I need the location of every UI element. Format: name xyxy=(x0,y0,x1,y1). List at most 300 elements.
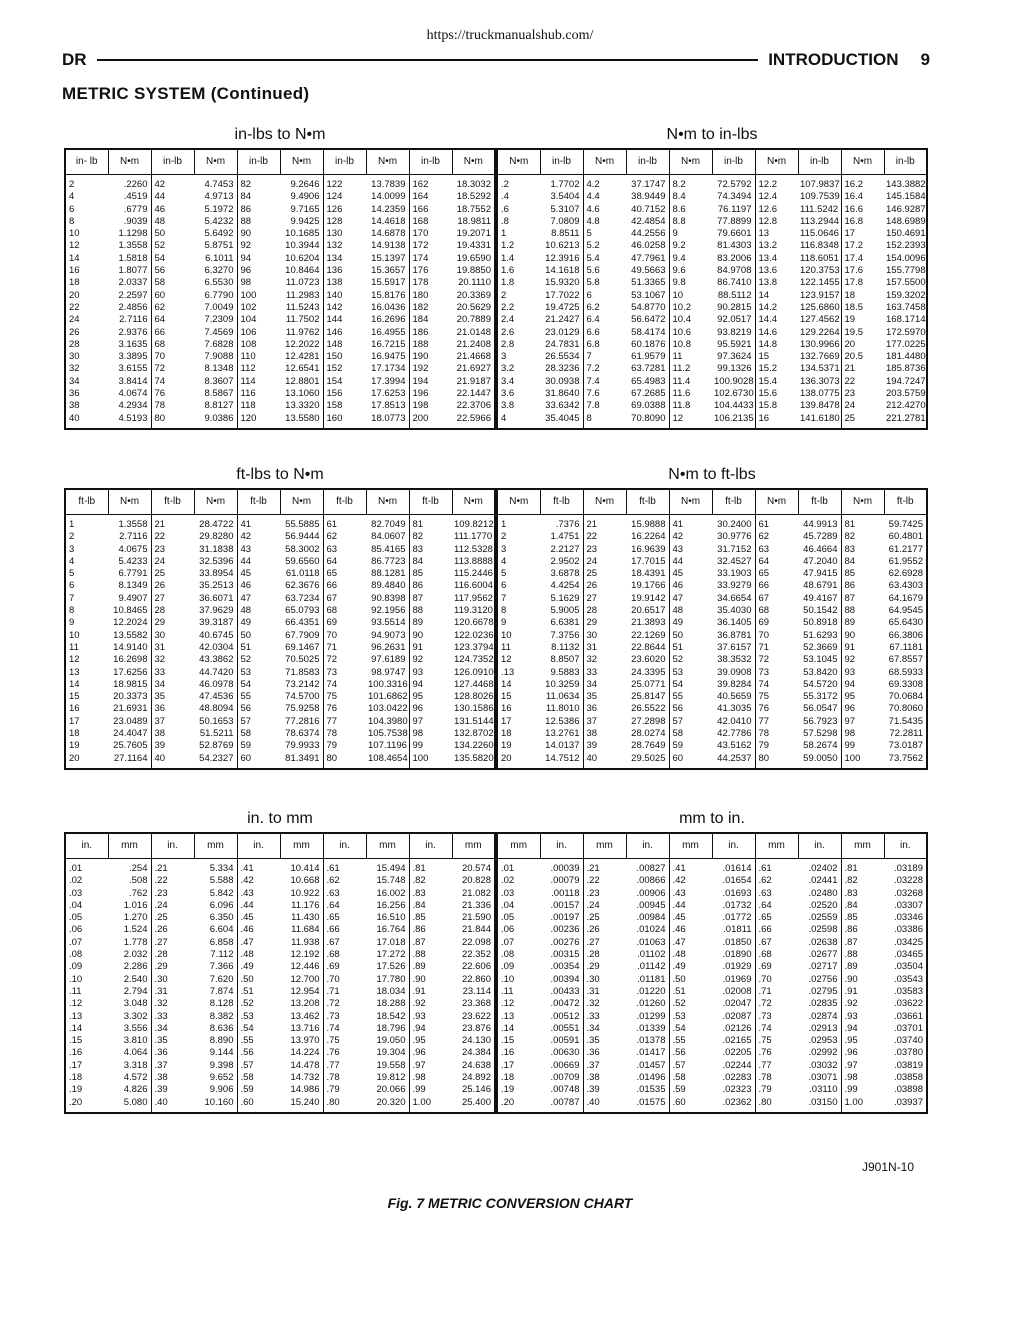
input-value-cell: 17 xyxy=(841,228,884,240)
converted-value-cell: 11.7502 xyxy=(285,314,320,326)
input-value-cell: 40 xyxy=(65,413,108,429)
input-value-cell: .26 xyxy=(151,924,194,936)
converted-value-cell: 3.810 xyxy=(123,1035,148,1047)
converted-value-cell: 16.0436 xyxy=(371,301,406,313)
column-header: N•m xyxy=(194,149,237,175)
converted-value-cell: 21.336 xyxy=(461,899,491,911)
converted-value-cell: 23.6020 xyxy=(631,654,666,666)
converted-value-cell: 127.4468 xyxy=(454,678,494,690)
input-value-cell: 75 xyxy=(755,691,798,703)
input-value-cell: .63 xyxy=(755,888,798,900)
input-value-cell: 42 xyxy=(151,175,194,192)
column-header: mm xyxy=(108,833,151,859)
converted-value-cell: 26.5522 xyxy=(631,703,666,715)
converted-value-cell: 33.9279 xyxy=(717,580,752,592)
input-value-cell: 172 xyxy=(409,240,452,252)
input-value-cell: 86 xyxy=(237,204,280,216)
input-value-cell: 99 xyxy=(841,740,884,752)
converted-value-cell: 104.3980 xyxy=(368,715,408,727)
converted-value-cell: 10.8465 xyxy=(113,605,148,617)
input-value-cell: 60 xyxy=(151,290,194,302)
input-value-cell: 9.4 xyxy=(669,253,712,265)
input-value-cell: .25 xyxy=(151,912,194,924)
converted-value-cell: 70.5025 xyxy=(285,654,320,666)
table-row xyxy=(497,531,927,543)
column-header: mm xyxy=(497,833,540,859)
input-value-cell: .22 xyxy=(151,875,194,887)
input-value-cell: .20 xyxy=(497,1097,540,1113)
converted-value-cell: 7.112 xyxy=(210,949,234,961)
converted-value-cell: 177.0225 xyxy=(886,338,926,350)
input-value-cell: 12 xyxy=(669,413,712,429)
input-value-cell: 71 xyxy=(755,642,798,654)
converted-value-cell: .7376 xyxy=(555,519,580,530)
converted-value-cell: 12.954 xyxy=(290,985,320,997)
input-value-cell: .96 xyxy=(841,1047,884,1059)
converted-value-cell: 25.400 xyxy=(461,1096,491,1108)
converted-value-cell: 51.6293 xyxy=(803,629,838,641)
converted-value-cell: 129.2264 xyxy=(800,326,840,338)
converted-value-cell: .02205 xyxy=(722,1047,752,1059)
converted-value-cell: 60.4801 xyxy=(888,531,923,543)
table-row xyxy=(65,888,495,900)
column-header: in. xyxy=(151,833,194,859)
converted-value-cell: .00512 xyxy=(550,1010,580,1022)
column-header: N•m xyxy=(583,149,626,175)
converted-value-cell: 53.1067 xyxy=(631,289,666,301)
converted-value-cell: 65.4983 xyxy=(631,375,666,387)
converted-value-cell: 54.5720 xyxy=(803,678,838,690)
converted-value-cell: .03780 xyxy=(893,1047,923,1059)
converted-value-cell: .02717 xyxy=(808,961,838,973)
input-value-cell: 63 xyxy=(323,544,366,556)
input-value-cell: 90 xyxy=(841,630,884,642)
converted-value-cell: 19.1766 xyxy=(631,580,666,592)
converted-value-cell: 15.5917 xyxy=(371,277,406,289)
input-value-cell: 97 xyxy=(409,716,452,728)
input-value-cell: 16 xyxy=(65,265,108,277)
table-row xyxy=(497,691,927,703)
table-row xyxy=(497,1060,927,1072)
table-row xyxy=(65,327,495,339)
converted-value-cell: 123.9157 xyxy=(800,289,840,301)
table-title: ft-lbs to N•m xyxy=(236,466,324,483)
table-row xyxy=(65,388,495,400)
converted-value-cell: 56.9444 xyxy=(285,531,320,543)
table-row xyxy=(65,1084,495,1096)
converted-value-cell: 47.7961 xyxy=(631,252,666,264)
converted-value-cell: 44.9913 xyxy=(803,519,838,530)
input-value-cell: 176 xyxy=(409,265,452,277)
converted-value-cell: 19.2071 xyxy=(456,228,491,240)
converted-value-cell: 9.0386 xyxy=(204,412,234,424)
input-value-cell: 94 xyxy=(841,679,884,691)
input-value-cell: 2 xyxy=(65,531,108,543)
input-value-cell: 99 xyxy=(409,740,452,752)
converted-value-cell: 2.286 xyxy=(123,961,148,973)
converted-value-cell: 1.7702 xyxy=(550,179,580,190)
input-value-cell: 74 xyxy=(755,679,798,691)
input-value-cell: 17.6 xyxy=(841,265,884,277)
converted-value-cell: .01142 xyxy=(637,961,666,973)
input-value-cell: 96 xyxy=(841,703,884,715)
table-header-row xyxy=(65,489,495,515)
converted-value-cell: 30.9776 xyxy=(717,531,752,543)
converted-value-cell: 22.606 xyxy=(461,961,491,973)
input-value-cell: 57 xyxy=(237,716,280,728)
converted-value-cell: 8.636 xyxy=(209,1022,234,1034)
input-value-cell: 64 xyxy=(151,314,194,326)
input-value-cell: .47 xyxy=(237,937,280,949)
converted-value-cell: 17.3994 xyxy=(371,375,406,387)
input-value-cell: 132 xyxy=(323,240,366,252)
input-value-cell: .16 xyxy=(65,1047,108,1059)
converted-value-cell: 73.2142 xyxy=(285,678,320,690)
input-value-cell: .33 xyxy=(151,1011,194,1023)
converted-value-cell: 71.5435 xyxy=(888,715,923,727)
table-row xyxy=(65,376,495,388)
converted-value-cell: .02598 xyxy=(808,924,838,936)
table-row xyxy=(497,388,927,400)
input-value-cell: 28 xyxy=(583,605,626,617)
input-value-cell: 31 xyxy=(583,642,626,654)
table-row xyxy=(65,593,495,605)
input-value-cell: 6 xyxy=(497,580,540,592)
converted-value-cell: 104.4433 xyxy=(714,400,754,412)
input-value-cell: .44 xyxy=(237,900,280,912)
table-row xyxy=(497,859,927,876)
column-header: ft-lb xyxy=(712,489,755,515)
converted-value-cell: 154.0096 xyxy=(886,252,926,264)
column-header: N•m xyxy=(497,149,540,175)
input-value-cell: 95 xyxy=(409,691,452,703)
input-value-cell: 4.4 xyxy=(583,191,626,203)
converted-value-cell: 143.3882 xyxy=(886,179,926,190)
table-title: N•m to ft-lbs xyxy=(668,466,756,483)
converted-value-cell: .01969 xyxy=(722,973,752,985)
converted-value-cell: 7.9088 xyxy=(204,351,234,363)
converted-value-cell: 3.302 xyxy=(123,1010,148,1022)
converted-value-cell: 56.6472 xyxy=(631,314,666,326)
converted-value-cell: 60.1876 xyxy=(631,338,666,350)
converted-value-cell: 136.3073 xyxy=(800,375,840,387)
table-row xyxy=(497,974,927,986)
torque-inlb-block xyxy=(64,124,928,430)
input-value-cell: 104 xyxy=(237,314,280,326)
converted-value-cell: 97.6189 xyxy=(371,654,406,666)
input-value-cell: .58 xyxy=(237,1072,280,1084)
converted-value-cell: 11.8010 xyxy=(545,703,580,715)
column-header: in. xyxy=(65,833,108,859)
input-value-cell: 45 xyxy=(669,568,712,580)
input-value-cell: .01 xyxy=(497,859,540,876)
converted-value-cell: 13.970 xyxy=(290,1035,320,1047)
input-value-cell: .86 xyxy=(841,924,884,936)
input-value-cell: 18 xyxy=(841,290,884,302)
converted-value-cell: 2.2597 xyxy=(118,289,148,301)
input-value-cell: 166 xyxy=(409,204,452,216)
input-value-cell: .90 xyxy=(409,974,452,986)
table-row xyxy=(65,998,495,1010)
input-value-cell: 29 xyxy=(151,617,194,629)
column-header: N•m xyxy=(669,489,712,515)
input-value-cell: 8 xyxy=(65,605,108,617)
converted-value-cell: 5.1972 xyxy=(204,203,234,215)
converted-value-cell: 16.7215 xyxy=(371,338,406,350)
converted-value-cell: .02638 xyxy=(808,936,838,948)
converted-value-cell: 39.3187 xyxy=(199,617,234,629)
converted-value-cell: 12.4281 xyxy=(285,351,320,363)
converted-value-cell: .00394 xyxy=(550,973,580,985)
input-value-cell: 53 xyxy=(669,667,712,679)
converted-value-cell: 84.0607 xyxy=(371,531,406,543)
column-header: ft-lb xyxy=(237,489,280,515)
converted-value-cell: 42.0304 xyxy=(199,641,234,653)
column-header: N•m xyxy=(841,149,884,175)
converted-value-cell: 88.5112 xyxy=(717,289,752,301)
converted-value-cell: 47.2040 xyxy=(803,555,838,567)
converted-value-cell: 23.368 xyxy=(461,998,491,1010)
converted-value-cell: 12.2024 xyxy=(113,617,148,629)
input-value-cell: 10 xyxy=(65,228,108,240)
converted-value-cell: 32.4527 xyxy=(717,555,752,567)
input-value-cell: 3.4 xyxy=(497,376,540,388)
input-value-cell: 59 xyxy=(669,740,712,752)
converted-value-cell: 5.9005 xyxy=(550,605,580,617)
converted-value-cell: .01457 xyxy=(636,1059,666,1071)
table-row xyxy=(497,240,927,252)
input-value-cell: 8.2 xyxy=(669,175,712,192)
input-value-cell: .82 xyxy=(841,875,884,887)
input-value-cell: 122 xyxy=(323,175,366,192)
converted-value-cell: 14.1618 xyxy=(545,265,580,277)
input-value-cell: .27 xyxy=(151,937,194,949)
input-value-cell: 182 xyxy=(409,302,452,314)
input-value-cell: .64 xyxy=(323,900,366,912)
table-row xyxy=(65,753,495,769)
converted-value-cell: 10.3259 xyxy=(545,678,580,690)
input-value-cell: 94 xyxy=(409,679,452,691)
page-number: 9 xyxy=(920,50,930,69)
converted-value-cell: 53.8420 xyxy=(803,666,838,678)
input-value-cell: 58 xyxy=(151,277,194,289)
input-value-cell: 154 xyxy=(323,376,366,388)
input-value-cell: 47 xyxy=(237,593,280,605)
input-value-cell: .97 xyxy=(409,1060,452,1072)
converted-value-cell: 14.0099 xyxy=(371,191,406,203)
converted-value-cell: 23.0489 xyxy=(113,715,148,727)
input-value-cell: 102 xyxy=(237,302,280,314)
input-value-cell: 7.6 xyxy=(583,388,626,400)
input-value-cell: 14.2 xyxy=(755,302,798,314)
converted-value-cell: .03858 xyxy=(893,1072,923,1084)
column-header: mm xyxy=(841,833,884,859)
input-value-cell: 18.5 xyxy=(841,302,884,314)
converted-value-cell: .00354 xyxy=(550,961,580,973)
input-value-cell: 31 xyxy=(151,642,194,654)
converted-value-cell: .03701 xyxy=(893,1022,923,1034)
converted-value-cell: 22.1447 xyxy=(456,388,491,400)
input-value-cell: 12 xyxy=(497,654,540,666)
input-value-cell: 33 xyxy=(583,667,626,679)
input-value-cell: .40 xyxy=(151,1097,194,1113)
converted-value-cell: 39.0908 xyxy=(717,666,752,678)
input-value-cell: .62 xyxy=(323,875,366,887)
input-value-cell: .31 xyxy=(583,986,626,998)
input-value-cell: 76 xyxy=(323,703,366,715)
converted-value-cell: .02362 xyxy=(722,1096,752,1108)
converted-value-cell: .03661 xyxy=(893,1010,923,1022)
converted-value-cell: 35.4030 xyxy=(717,605,752,617)
converted-value-cell: 23.114 xyxy=(462,985,491,997)
input-value-cell: 39 xyxy=(583,740,626,752)
converted-value-cell: .02913 xyxy=(808,1022,838,1034)
input-value-cell: .73 xyxy=(755,1011,798,1023)
input-value-cell: .77 xyxy=(755,1060,798,1072)
converted-value-cell: 84.9708 xyxy=(717,265,752,277)
column-header: in-lb xyxy=(626,149,669,175)
input-value-cell: 15.8 xyxy=(755,400,798,412)
converted-value-cell: .02559 xyxy=(808,912,838,924)
converted-value-cell: 29.8280 xyxy=(199,531,234,543)
input-value-cell: 70 xyxy=(755,630,798,642)
converted-value-cell: 10.6204 xyxy=(285,252,320,264)
converted-value-cell: 8.8511 xyxy=(551,228,580,240)
converted-value-cell: 14.9138 xyxy=(371,240,406,252)
converted-value-cell: 10.160 xyxy=(204,1096,234,1108)
table-row xyxy=(497,556,927,568)
converted-value-cell: 18.288 xyxy=(376,998,406,1010)
column-header: in- lb xyxy=(65,149,108,175)
input-value-cell: .42 xyxy=(669,875,712,887)
input-value-cell: .07 xyxy=(65,937,108,949)
conversion-table xyxy=(64,832,496,1114)
converted-value-cell: .01693 xyxy=(722,887,752,899)
input-value-cell: .21 xyxy=(151,859,194,876)
input-value-cell: 68 xyxy=(151,339,194,351)
converted-value-cell: 7.366 xyxy=(209,961,234,973)
column-header: in. xyxy=(237,833,280,859)
input-value-cell: .52 xyxy=(669,998,712,1010)
converted-value-cell: 8.382 xyxy=(209,1010,234,1022)
converted-value-cell: 70.0684 xyxy=(888,691,923,703)
table-row xyxy=(65,900,495,912)
converted-value-cell: .00787 xyxy=(550,1096,580,1108)
converted-value-cell: .02795 xyxy=(808,985,838,997)
input-value-cell: 30 xyxy=(65,351,108,363)
converted-value-cell: 35.2513 xyxy=(199,580,234,592)
input-value-cell: 13.4 xyxy=(755,253,798,265)
input-value-cell: .09 xyxy=(65,961,108,973)
converted-value-cell: 90.8398 xyxy=(371,592,406,604)
column-header: in. xyxy=(798,833,841,859)
table-row xyxy=(497,986,927,998)
table-row xyxy=(65,531,495,543)
input-value-cell: 89 xyxy=(841,617,884,629)
converted-value-cell: 113.8888 xyxy=(454,555,493,567)
table-row xyxy=(497,998,927,1010)
table-row xyxy=(65,228,495,240)
column-header: N•m xyxy=(669,149,712,175)
converted-value-cell: 9.9425 xyxy=(290,215,320,227)
converted-value-cell: 24.7831 xyxy=(545,338,580,350)
converted-value-cell: 95.5921 xyxy=(717,338,752,350)
input-value-cell: 7.2 xyxy=(583,363,626,375)
converted-value-cell: .01378 xyxy=(636,1035,666,1047)
converted-value-cell: .01535 xyxy=(636,1084,666,1096)
input-value-cell: 11 xyxy=(497,642,540,654)
input-value-cell: 8 xyxy=(65,216,108,228)
converted-value-cell: 89.4840 xyxy=(371,580,406,592)
table-row xyxy=(65,1011,495,1023)
converted-value-cell: 46.0258 xyxy=(631,240,666,252)
converted-value-cell: 163.7458 xyxy=(886,301,926,313)
input-value-cell: .55 xyxy=(237,1035,280,1047)
table-row xyxy=(65,413,495,429)
converted-value-cell: 138.0775 xyxy=(800,388,840,400)
table-row xyxy=(65,912,495,924)
converted-value-cell: 23.622 xyxy=(461,1010,491,1022)
converted-value-cell: .00709 xyxy=(550,1072,580,1084)
input-value-cell: .11 xyxy=(497,986,540,998)
input-value-cell: 63 xyxy=(755,544,798,556)
converted-value-cell: 5.3107 xyxy=(550,203,580,215)
input-value-cell: 75 xyxy=(323,691,366,703)
converted-value-cell: 9.4906 xyxy=(290,191,320,203)
input-value-cell: 12.4 xyxy=(755,191,798,203)
input-value-cell: .01 xyxy=(65,859,108,876)
input-value-cell: 148 xyxy=(323,339,366,351)
input-value-cell: 44 xyxy=(669,556,712,568)
converted-value-cell: 116.6004 xyxy=(454,580,493,592)
converted-value-cell: 21.2408 xyxy=(456,338,491,350)
input-value-cell: 46 xyxy=(669,580,712,592)
converted-value-cell: 20.3369 xyxy=(456,289,491,301)
converted-value-cell: 16.2264 xyxy=(631,531,666,543)
input-value-cell: 130 xyxy=(323,228,366,240)
converted-value-cell: 8.1348 xyxy=(204,363,234,375)
table-row xyxy=(65,974,495,986)
input-value-cell: 186 xyxy=(409,327,452,339)
table-row xyxy=(497,568,927,580)
converted-value-cell: 148.6989 xyxy=(886,215,926,227)
converted-value-cell: 73.7562 xyxy=(888,752,923,764)
table-row xyxy=(497,654,927,666)
converted-value-cell: .00039 xyxy=(550,863,580,874)
input-value-cell: 37 xyxy=(583,716,626,728)
input-value-cell: .59 xyxy=(237,1084,280,1096)
converted-value-cell: 5.4232 xyxy=(204,215,234,227)
converted-value-cell: 111.1770 xyxy=(454,531,493,543)
converted-value-cell: 4.2934 xyxy=(118,400,148,412)
converted-value-cell: 1.016 xyxy=(123,899,148,911)
converted-value-cell: 20.574 xyxy=(461,863,491,874)
input-value-cell: 19.5 xyxy=(841,327,884,339)
input-value-cell: 82 xyxy=(841,531,884,543)
input-value-cell: 21 xyxy=(151,515,194,532)
column-header: N•m xyxy=(755,149,798,175)
input-value-cell: .38 xyxy=(151,1072,194,1084)
table-row xyxy=(497,1023,927,1035)
input-value-cell: .99 xyxy=(409,1084,452,1096)
converted-value-cell: 130.9966 xyxy=(800,338,840,350)
input-value-cell: 52 xyxy=(669,654,712,666)
figure-caption: Fig. 7 METRIC CONVERSION CHART xyxy=(387,1195,633,1211)
input-value-cell: .60 xyxy=(669,1097,712,1113)
converted-value-cell: .03898 xyxy=(893,1084,923,1096)
input-value-cell: .65 xyxy=(755,912,798,924)
converted-value-cell: 6.7791 xyxy=(118,568,148,580)
